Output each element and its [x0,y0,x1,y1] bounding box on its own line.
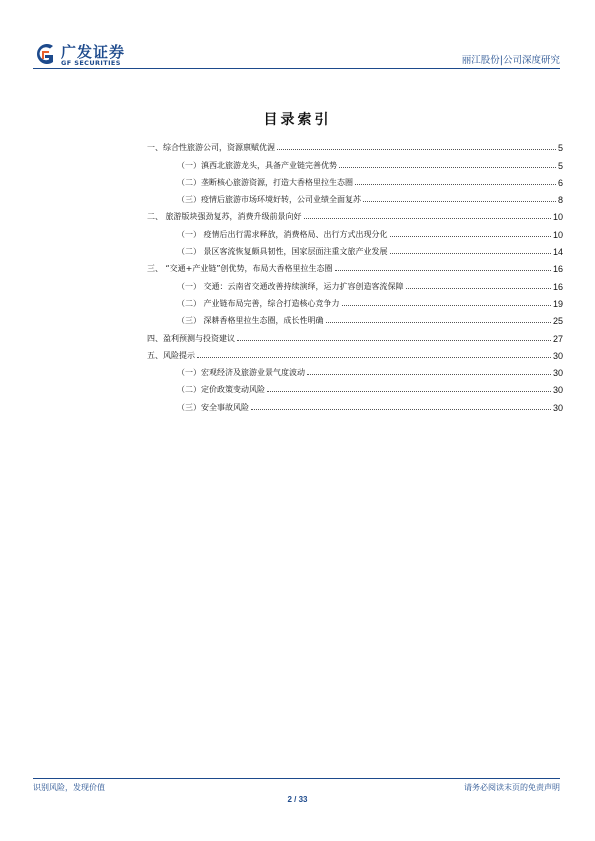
toc-dot-leader [197,357,551,358]
toc-entry-label: 二、 旅游版块强劲复苏，消费升级前景向好 [147,212,302,222]
toc-entry-label: （二） 产业链布局完善，综合打造核心竞争力 [177,298,340,308]
toc-dot-leader [355,184,556,185]
toc-entry[interactable] [147,240,563,257]
toc-dot-leader [237,340,551,341]
toc-entry-page: 30 [552,402,563,413]
toc-dot-leader [335,270,551,271]
toc-dot-leader [342,305,551,306]
toc-entry-page: 30 [552,368,563,379]
toc-entry[interactable] [147,378,563,395]
toc-dot-leader [390,253,551,254]
toc-entry[interactable] [147,344,563,361]
toc-entry[interactable] [147,361,563,378]
logo-chinese-text: 广发证券 [61,43,126,61]
toc-entry-label: （三） 深耕香格里拉生态圈，成长性明确 [177,316,324,326]
toc-entry-page: 8 [557,195,563,206]
toc-entry-page: 6 [557,177,563,188]
toc-entry-label: 四、盈利预测与投资建议 [147,333,235,343]
toc-title: 目录索引 [263,112,332,128]
toc-entry[interactable] [147,257,563,274]
toc-entry-label: 一、综合性旅游公司，资源禀赋优渥 [147,143,275,153]
toc-entry-label: 五、风险提示 [147,350,195,360]
toc-entry-label: （二）垄断核心旅游资源，打造大香格里拉生态圈 [177,177,353,187]
page-header [33,40,560,70]
toc-entry-label: （一） 疫情后出行需求释放，消费格局、出行方式出现分化 [177,229,388,239]
toc-entry[interactable] [147,326,563,343]
report-type-label: 丽江股份|公司深度研究 [461,55,560,66]
toc-entry[interactable] [147,274,563,291]
toc-entry-label: （一）滇西北旅游龙头，具备产业链完善优势 [177,160,337,170]
toc-dot-leader [267,391,551,392]
table-of-contents [147,136,563,413]
toc-entry[interactable] [147,188,563,205]
gf-securities-logo [33,40,143,68]
toc-entry[interactable] [147,153,563,170]
toc-entry-page: 5 [557,160,563,171]
toc-entry-page: 30 [552,350,563,361]
page-number: 2 / 33 [287,795,308,804]
toc-dot-leader [251,409,551,410]
toc-entry-label: （一）宏观经济及旅游业景气度波动 [177,368,305,378]
toc-dot-leader [326,322,551,323]
toc-entry-page: 16 [552,281,563,292]
toc-dot-leader [406,288,551,289]
toc-entry[interactable] [147,222,563,239]
toc-entry-label: 三、 “交通+产业链”创优势，布局大香格里拉生态圈 [147,264,333,274]
toc-entry[interactable] [147,136,563,153]
toc-entry-page: 27 [552,333,563,344]
toc-entry-label: （三）安全事故风险 [177,402,249,412]
logo-english-text: GF SECURITIES [61,59,121,67]
toc-dot-leader [304,218,551,219]
toc-entry-label: （二）定价政策变动风险 [177,385,265,395]
toc-entry-page: 25 [552,316,563,327]
toc-entry-label: （一） 交通：云南省交通改善持续演绎，运力扩容创造客流保障 [177,281,404,291]
toc-dot-leader [339,167,556,168]
toc-entry-page: 16 [552,264,563,275]
toc-entry[interactable] [147,205,563,222]
footer-slogan: 识别风险，发现价值 [33,783,105,792]
toc-entry-label: （二） 景区客流恢复颇具韧性，国家层面注重文旅产业发展 [177,247,388,257]
toc-entry-page: 10 [552,212,563,223]
toc-entry-page: 10 [552,229,563,240]
toc-dot-leader [277,149,556,150]
toc-entry-page: 19 [552,298,563,309]
toc-entry-page: 30 [552,385,563,396]
toc-entry[interactable] [147,309,563,326]
toc-entry-page: 5 [557,143,563,154]
toc-entry-page: 14 [552,247,563,258]
footer-divider [33,778,560,779]
toc-entry[interactable] [147,292,563,309]
footer-disclaimer-note: 请务必阅读末页的免责声明 [464,783,560,792]
toc-dot-leader [390,236,551,237]
toc-entry[interactable] [147,395,563,412]
toc-dot-leader [307,374,551,375]
toc-entry[interactable] [147,171,563,188]
toc-dot-leader [363,201,556,202]
toc-entry-label: （三）疫情后旅游市场环境好转，公司业绩全面复苏 [177,195,361,205]
header-divider [33,68,560,69]
gf-logo-icon [33,42,57,66]
